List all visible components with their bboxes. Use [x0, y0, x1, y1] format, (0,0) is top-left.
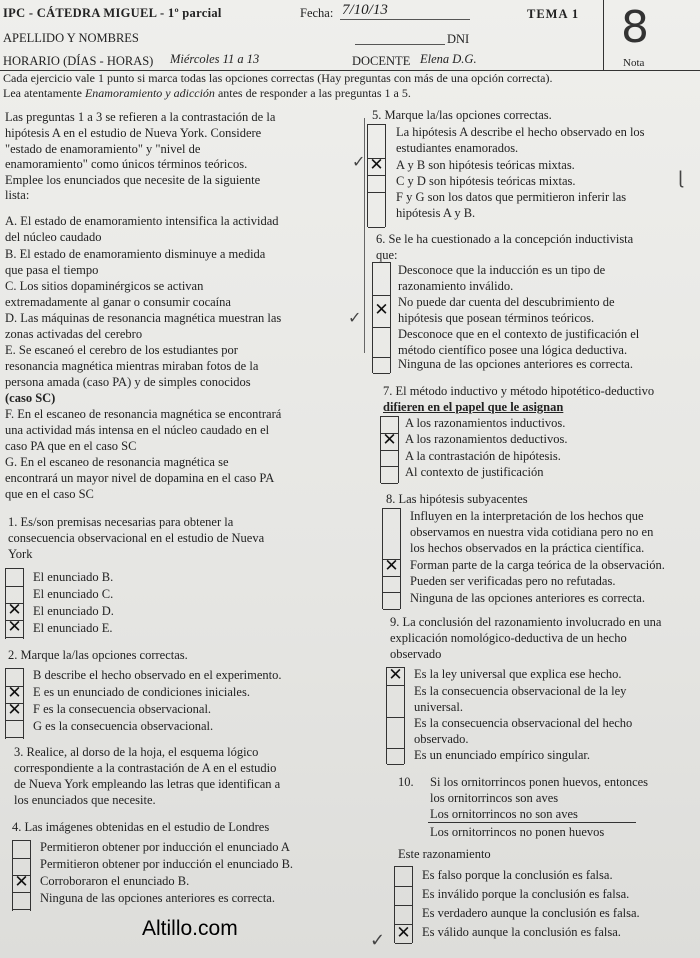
q8-option: observamos en nuestra vida cotidiana pero no en: [410, 525, 654, 539]
q8-option: Pueden ser verificadas pero no refutadas.: [410, 574, 616, 588]
q5-option: La hipótesis A describe el hecho observado en los: [396, 125, 645, 139]
docente-value: Elena D.G.: [420, 52, 477, 66]
q5-option: estudiantes enamorados.: [396, 141, 519, 155]
intro-line: enamoramiento" como únicos términos teóricos.: [5, 157, 248, 171]
q8-option: Ninguna de las opciones anteriores es correcta.: [410, 591, 645, 605]
statement-e: E. Se escaneó el cerebro de los estudiantes por: [5, 343, 238, 357]
grade-value: 8: [621, 2, 649, 53]
q5-checkbox[interactable]: [368, 125, 385, 159]
q10-conclusion: Los ornitorrincos no ponen huevos: [430, 825, 605, 839]
q8-checkbox[interactable]: [383, 592, 400, 610]
q4-option: Ninguna de las opciones anteriores es correcta.: [40, 891, 275, 905]
statement-e: resonancia magnética mientras miraban fotos de la: [5, 359, 259, 373]
fecha-value: 7/10/13: [342, 2, 388, 18]
q9-text: explicación nomológico-deductiva de un hecho: [390, 631, 627, 645]
statement-g: encontrará un mayor nivel de dopamina en el caso PA: [5, 471, 275, 485]
q10-option: Es falso porque la conclusión es falsa.: [422, 868, 613, 882]
institution-title: IPC - CÁTEDRA MIGUEL - 1º parcial: [3, 6, 222, 20]
q7-checkbox[interactable]: [381, 466, 398, 484]
tema-label: TEMA 1: [527, 7, 580, 21]
q6-checkbox[interactable]: [373, 295, 390, 328]
q1-checkbox[interactable]: [6, 617, 23, 638]
q8-checkbox-column: [382, 508, 401, 609]
q6-option: hipótesis que posean términos teóricos.: [398, 311, 595, 325]
q8-checkbox[interactable]: [383, 509, 400, 560]
q9-option: Es la consecuencia observacional del hecho: [414, 716, 633, 730]
q7-text-strong: difieren en el papel que le asignan: [383, 400, 564, 414]
check-mark-icon: ✓: [348, 308, 362, 327]
q6-option: método científico posee una lógica deductiva.: [398, 343, 628, 357]
watermark: Altillo.com: [142, 917, 238, 940]
statement-b: B. El estado de enamoramiento disminuye a medida: [5, 247, 266, 261]
q1-option: El enunciado B.: [33, 570, 114, 584]
cross-mark-icon: ✕: [7, 700, 22, 720]
q2-checkbox[interactable]: [6, 700, 23, 721]
q8-option: los hechos observados en la práctica científica.: [410, 541, 645, 555]
horario-label: HORARIO (DÍAS - HORAS): [3, 54, 154, 68]
statement-d: zonas activadas del cerebro: [5, 327, 143, 341]
q10-checkbox[interactable]: [395, 867, 412, 887]
intro-line: "estado de enamoramiento" y "nivel de: [5, 142, 201, 156]
q7-option: A los razonamientos deductivos.: [405, 432, 568, 446]
cross-mark-icon: ✕: [384, 556, 399, 576]
statement-f: una actividad más intensa en el núcleo caudado en el: [5, 423, 270, 437]
q9-text: 9. La conclusión del razonamiento involucrado en una: [390, 615, 662, 629]
nota-label: Nota: [623, 57, 645, 69]
q1-text: 1. Es/son premisas necesarias para obtener la: [8, 515, 234, 529]
q1-option: El enunciado C.: [33, 587, 114, 601]
cross-mark-icon: ✕: [7, 617, 22, 637]
q10-option: Es válido aunque la conclusión es falsa.: [422, 925, 621, 939]
q10-premise: Si los ornitorrincos ponen huevos, entonces: [430, 775, 649, 789]
q9-checkbox[interactable]: [387, 717, 404, 749]
q7-option: Al contexto de justificación: [405, 465, 544, 479]
q5-option: C y D son hipótesis teóricas mixtas.: [396, 174, 576, 188]
q1-text: consecuencia observacional en el estudio de Nueva: [8, 531, 265, 545]
q3-text: 3. Realice, al dorso de la hoja, el esquema lógico: [14, 745, 259, 759]
q9-option: Es la ley universal que explica ese hecho.: [414, 667, 622, 681]
intro-line: lista:: [5, 188, 30, 202]
q5-checkbox[interactable]: [368, 175, 385, 193]
q7-option: A la contrastación de hipótesis.: [405, 449, 561, 463]
q1-checkbox[interactable]: [6, 569, 23, 587]
q8-text: 8. Las hipótesis subyacentes: [386, 492, 528, 506]
q4-checkbox[interactable]: [13, 872, 30, 893]
q5-option: F y G son los datos que permitieron inferir las: [396, 190, 627, 204]
q10-option: Es inválido porque la conclusión es falsa.: [422, 887, 630, 901]
q7-text: [383, 400, 563, 415]
instructions-text: Lea atentamente: [3, 86, 82, 100]
q2-option: B describe el hecho observado en el experimento.: [33, 668, 282, 682]
statement-g: G. En el escaneo de resonancia magnética se: [5, 455, 229, 469]
cross-mark-icon: ✕: [369, 155, 384, 175]
q1-option: El enunciado E.: [33, 621, 113, 635]
q10-checkbox[interactable]: [395, 924, 412, 944]
q6-checkbox[interactable]: [373, 263, 390, 296]
horario-value: Miércoles 11 a 13: [170, 52, 260, 66]
q9-option: Es un enunciado empírico singular.: [414, 748, 591, 762]
cross-mark-icon: ✕: [14, 872, 29, 892]
q5-text: 5. Marque la/las opciones correctas.: [372, 108, 552, 122]
intro-line: Las preguntas 1 a 3 se refieren a la contrastación de la: [5, 110, 276, 124]
q3-text: de Nueva York empleando las letras que identifican a: [14, 777, 281, 791]
q6-checkbox-column: [372, 262, 391, 373]
q4-checkbox-column: [12, 840, 31, 911]
q9-checkbox[interactable]: [387, 665, 404, 686]
q9-option: universal.: [414, 700, 463, 714]
cross-mark-icon: ✕: [374, 300, 389, 320]
q6-option: razonamiento inválido.: [398, 279, 514, 293]
apellido-label: APELLIDO Y NOMBRES: [3, 31, 139, 45]
q9-checkbox-column: [386, 667, 405, 764]
q4-text: 4. Las imágenes obtenidas en el estudio de Londres: [12, 820, 270, 834]
q2-checkbox[interactable]: [6, 720, 23, 738]
instructions-reading-title: Enamoramiento y adicción: [84, 86, 215, 100]
q6-option: Desconoce que en el contexto de justificación el: [398, 327, 640, 341]
q4-option: Permitieron obtener por inducción el enunciado B.: [40, 857, 294, 871]
q6-checkbox[interactable]: [373, 357, 390, 374]
q5-option: hipótesis A y B.: [396, 206, 476, 220]
statement-c: extremadamente al ganar o consumir cocaína: [5, 295, 231, 309]
cross-mark-icon: ✕: [396, 923, 411, 943]
q10-number: 10.: [398, 775, 414, 789]
statement-a: A. El estado de enamoramiento intensifica la actividad: [5, 214, 279, 228]
statement-e: (caso SC): [5, 391, 56, 405]
instructions-line1: Cada ejercicio vale 1 punto si marca todas las opciones correctas (Hay preguntas con más de una opción correcta).: [3, 71, 553, 85]
q10-premise: Los ornitorrincos no son aves: [430, 807, 578, 821]
q4-checkbox[interactable]: [13, 841, 30, 859]
statement-c: C. Los sitios dopaminérgicos se activan: [5, 279, 204, 293]
q2-text: 2. Marque la/las opciones correctas.: [8, 648, 188, 662]
statement-f: caso PA que en el caso SC: [5, 439, 137, 453]
q6-option: Desconoce que la inducción es un tipo de: [398, 263, 606, 277]
statement-a: del núcleo caudado: [5, 230, 102, 244]
q9-checkbox[interactable]: [387, 748, 404, 765]
q8-checkbox[interactable]: [383, 556, 400, 577]
check-mark-icon: ✓: [352, 152, 366, 171]
q7-text: 7. El método inductivo y método hipotético-deductivo: [383, 384, 655, 398]
q2-option: F es la consecuencia observacional.: [33, 702, 212, 716]
statement-d: D. Las máquinas de resonancia magnética muestran las: [5, 311, 282, 325]
q1-checkbox-column: [5, 568, 24, 639]
statement-e: persona amada (caso PA) y de simples conocidos: [5, 375, 251, 389]
q6-text: 6. Se le ha cuestionado a la concepción inductivista: [376, 232, 634, 246]
q5-checkbox[interactable]: [368, 192, 385, 228]
q8-option: Forman parte de la carga teórica de la observación.: [410, 558, 665, 572]
q1-text: York: [8, 547, 33, 561]
instructions-text-end: antes de responder a las preguntas 1 a 5.: [217, 86, 411, 100]
q2-option: E es un enunciado de condiciones iniciales.: [33, 685, 250, 699]
q6-option: Ninguna de las opciones anteriores es correcta.: [398, 357, 633, 371]
intro-line: hipótesis A en el estudio de Nueva York. Considere: [5, 126, 262, 140]
q10-lead: Este razonamiento: [398, 847, 491, 861]
dni-label: DNI: [447, 32, 470, 46]
q10-option: Es verdadero aunque la conclusión es falsa.: [422, 906, 640, 920]
q6-checkbox[interactable]: [373, 327, 390, 358]
cross-mark-icon: ✕: [7, 683, 22, 703]
fecha-label: Fecha:: [300, 6, 334, 20]
intro-line: Emplee los enunciados que necesite de la siguiente: [5, 173, 261, 187]
check-mark-icon: ✓: [370, 930, 386, 951]
q3-text: correspondiente a la contrastación de A en el estudio: [14, 761, 277, 775]
q9-text: observado: [390, 647, 442, 661]
q1-option: El enunciado D.: [33, 604, 114, 618]
q5-checkbox[interactable]: [368, 155, 385, 176]
q7-option: A los razonamientos inductivos.: [405, 416, 566, 430]
q6-text: que:: [376, 248, 398, 262]
q9-option: Es la consecuencia observacional de la ley: [414, 684, 627, 698]
statement-f: F. En el escaneo de resonancia magnética se encontrará: [5, 407, 282, 421]
q9-option: observado.: [414, 732, 469, 746]
statement-g: que en el caso SC: [5, 487, 94, 501]
q10-checkbox-column: [394, 866, 413, 943]
q4-checkbox[interactable]: [13, 892, 30, 910]
q6-option: No puede dar cuenta del descubrimiento de: [398, 295, 615, 309]
q4-option: Corroboraron el enunciado B.: [40, 874, 190, 888]
statement-b: que pasa el tiempo: [5, 263, 99, 277]
q3-text: los enunciados que necesite.: [14, 793, 156, 807]
q4-option: Permitieron obtener por inducción el enunciado A: [40, 840, 290, 854]
q5-checkbox-column: [367, 124, 386, 227]
docente-label: DOCENTE: [352, 54, 411, 68]
q8-checkbox[interactable]: [383, 576, 400, 593]
cross-mark-icon: ✕: [7, 600, 22, 620]
q5-option: A y B son hipótesis teóricas mixtas.: [396, 158, 575, 172]
q10-premise: los ornitorrincos son aves: [430, 791, 559, 805]
q2-checkbox-column: [5, 668, 24, 739]
q10-checkbox[interactable]: [395, 905, 412, 925]
q2-option: G es la consecuencia observacional.: [33, 719, 214, 733]
q7-checkbox[interactable]: [381, 430, 398, 451]
q10-checkbox[interactable]: [395, 886, 412, 906]
instructions-line2: [3, 86, 411, 101]
cross-mark-icon: ✕: [382, 430, 397, 450]
q7-checkbox[interactable]: [381, 450, 398, 467]
margin-mark-icon: ɭ: [678, 168, 684, 189]
q7-checkbox-column: [380, 416, 399, 483]
cross-mark-icon: ✕: [388, 665, 403, 685]
q9-checkbox[interactable]: [387, 685, 404, 718]
q8-option: Influyen en la interpretación de los hechos que: [410, 509, 644, 523]
